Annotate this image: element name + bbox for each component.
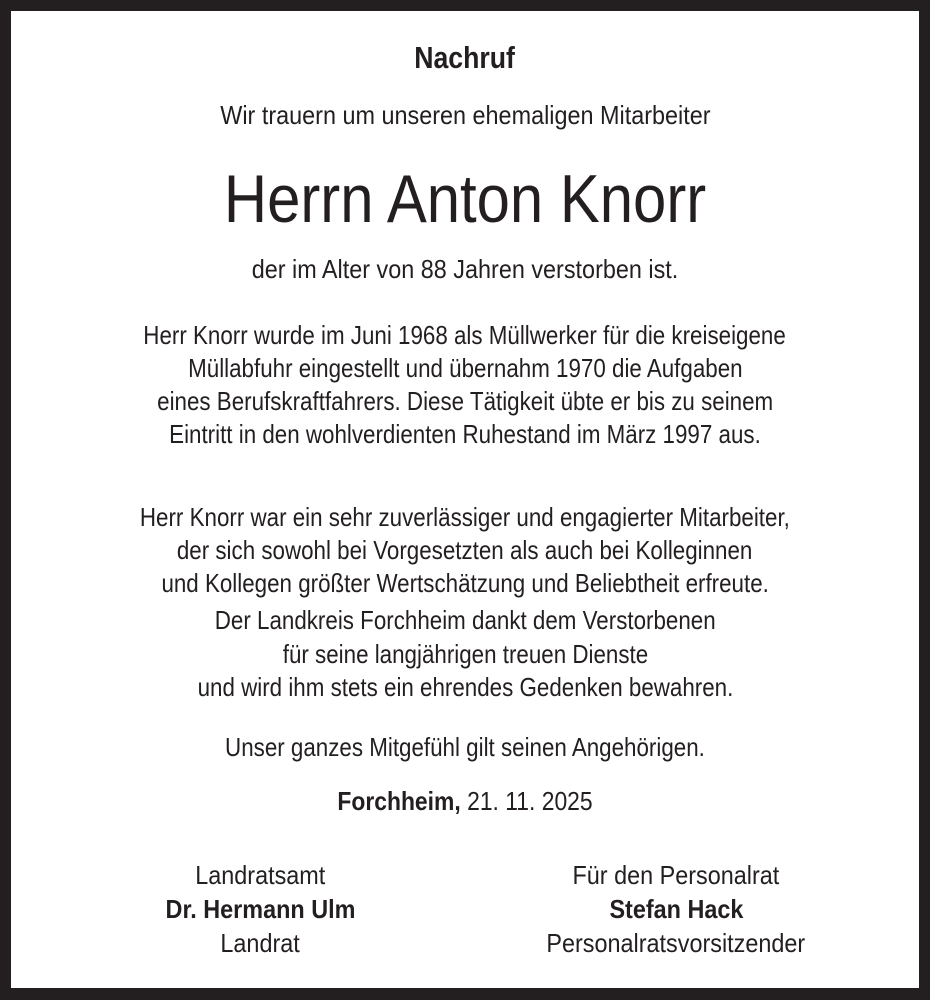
signature-name	[50, 896, 470, 922]
signature-organization	[50, 862, 470, 888]
notice-heading	[0, 42, 930, 73]
signature-name	[466, 896, 886, 922]
paragraph-line	[0, 421, 930, 447]
signature-role-text: Landrat	[220, 928, 300, 958]
paragraph-line	[0, 504, 930, 530]
signature-organization	[466, 862, 886, 888]
paragraph-line	[0, 570, 930, 596]
deceased-name-text: Herrn Anton Knorr	[223, 161, 707, 237]
paragraph-line-text: der sich sowohl bei Vorgesetzten als auch bei Kolleginnen	[177, 535, 753, 565]
place-text: Forchheim,	[337, 786, 461, 816]
notice-heading-text: Nachruf	[414, 40, 516, 75]
signature-name-text: Dr. Hermann Ulm	[165, 894, 355, 924]
paragraph-line	[0, 607, 930, 633]
paragraph-line-text: eines Berufskraftfahrers. Diese Tätigkeit übte er bis zu seinem	[156, 386, 773, 416]
notice-paper	[11, 11, 919, 988]
age-line-text: der im Alter von 88 Jahren verstorben ist.	[251, 254, 679, 284]
signature-organization-text: Landratsamt	[194, 860, 326, 890]
paragraph-line-text: Müllabfuhr eingestellt und übernahm 1970 die Aufgaben	[187, 353, 743, 383]
paragraph-line-text: Eintritt in den wohlverdienten Ruhestand im März 1997 aus.	[169, 419, 761, 449]
paragraph-line	[0, 537, 930, 563]
date-text: 21. 11. 2025	[467, 786, 593, 816]
condolence-text: Unser ganzes Mitgefühl gilt seinen Angehörigen.	[225, 732, 705, 762]
paragraph-line	[0, 388, 930, 414]
signature-role-text: Personalratsvorsitzender	[546, 928, 806, 958]
place-date-wrap	[337, 788, 592, 814]
paragraph-line-text: und Kollegen größter Wertschätzung und Beliebtheit erfreute.	[161, 568, 769, 598]
condolence-line	[0, 734, 930, 760]
age-line	[0, 256, 930, 282]
paragraph-line-text: Der Landkreis Forchheim dankt dem Verstorbenen	[214, 605, 716, 635]
signature-role	[50, 930, 470, 956]
paragraph-line-text: für seine langjährigen treuen Dienste	[282, 639, 648, 669]
paragraph-line	[0, 322, 930, 348]
paragraph-line	[0, 355, 930, 381]
paragraph-line	[0, 641, 930, 667]
intro-text: Wir trauern um unseren ehemaligen Mitarbeiter	[219, 100, 711, 130]
paragraph-line-text: Herr Knorr wurde im Juni 1968 als Müllwerker für die kreiseigene	[143, 320, 787, 350]
paragraph-line-text: Herr Knorr war ein sehr zuverlässiger und engagierter Mitarbeiter,	[140, 502, 790, 532]
intro-line	[0, 102, 930, 128]
place-date-line	[0, 788, 930, 814]
paragraph-line	[0, 674, 930, 700]
deceased-name	[0, 161, 930, 237]
signature-organization-text: Für den Personalrat	[572, 860, 780, 890]
signature-name-text: Stefan Hack	[609, 894, 743, 924]
paragraph-line-text: und wird ihm stets ein ehrendes Gedenken bewahren.	[197, 672, 733, 702]
signature-role	[466, 930, 886, 956]
